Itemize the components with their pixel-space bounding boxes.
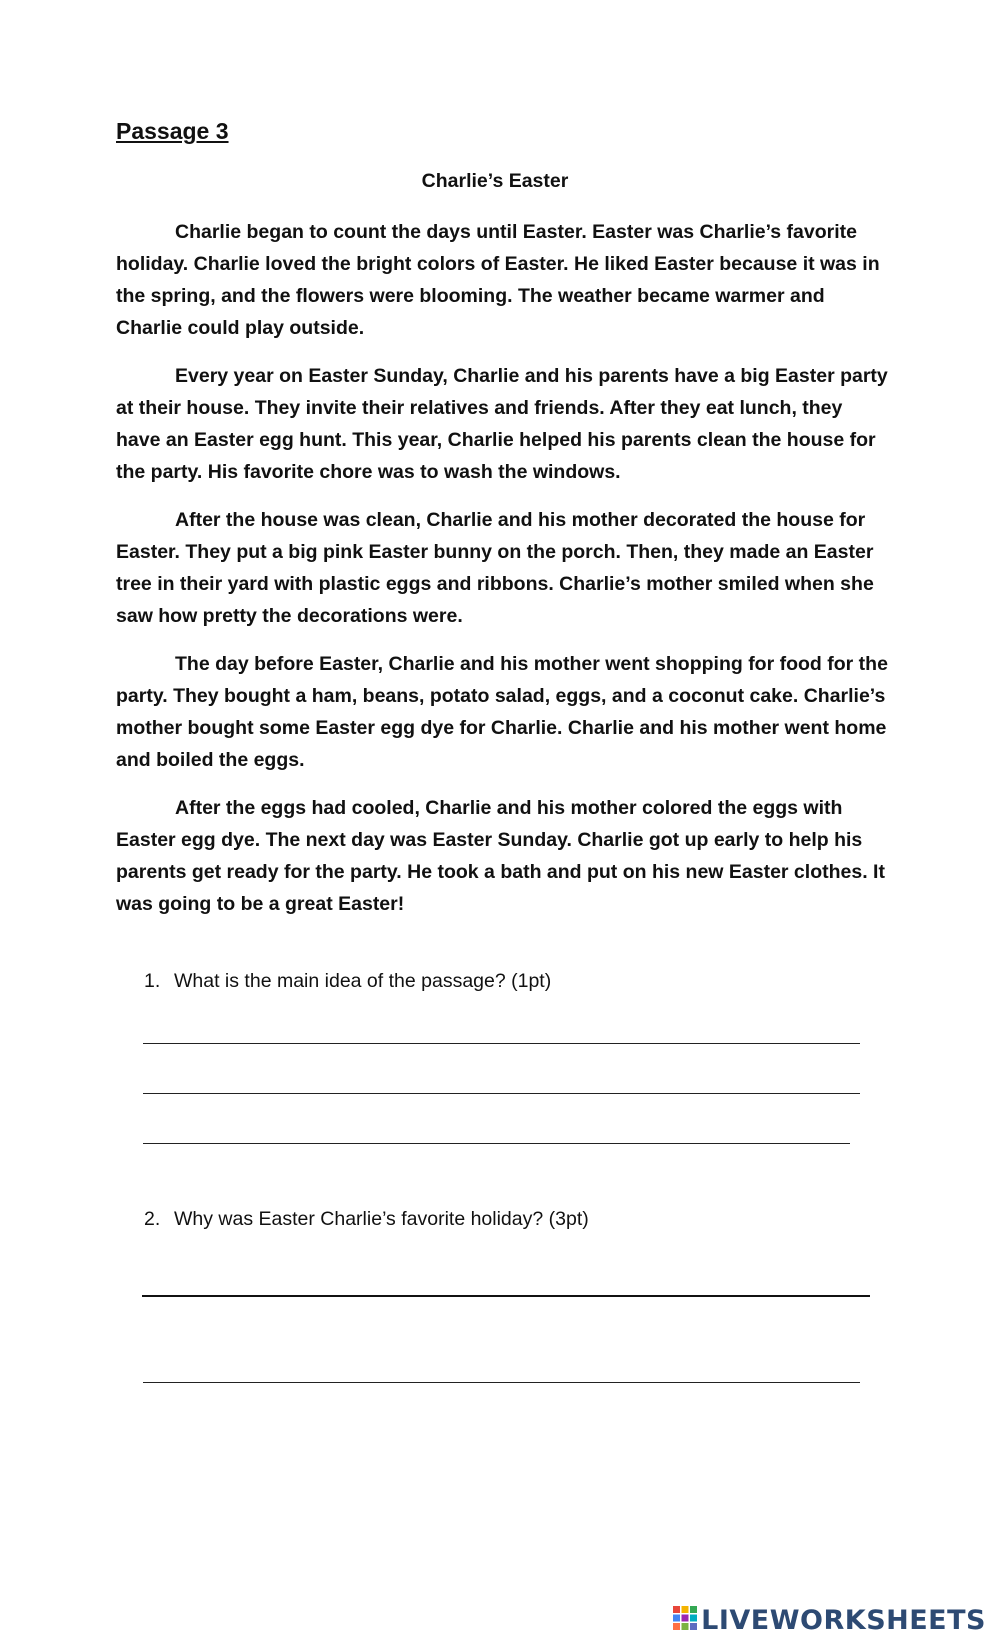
logo-text: LIVEWORKSHEETS xyxy=(701,1604,986,1636)
answer-line-1b[interactable] xyxy=(143,1093,860,1094)
story-paragraph: The day before Easter, Charlie and his mother went shopping for food for the party. They bought a ham, beans, potato salad, eggs, and a coconut cake. Charlie’s mother bought some Easter egg dye for Charlie. Charlie and his mother went home and boiled the eggs. xyxy=(116,653,888,771)
liveworksheets-logo xyxy=(672,1603,986,1637)
story-paragraph: Charlie began to count the days until Easter. Easter was Charlie’s favorite holiday. Charlie loved the bright colors of Easter. He liked Easter because it was in the spring, and the flowers were blooming. The weather became warmer and Charlie could play outside. xyxy=(116,221,880,339)
liveworksheets-logo-icon xyxy=(672,1605,698,1635)
question-1 xyxy=(144,970,551,993)
question-number: 2. xyxy=(144,1208,161,1230)
story-paragraph: Every year on Easter Sunday, Charlie and his parents have a big Easter party at their house. They invite their relatives and friends. After they eat lunch, they have an Easter egg hunt. This year, Charlie helped his parents clean the house for the party. His favorite chore was to wash the windows. xyxy=(116,365,888,483)
story-body xyxy=(116,216,891,936)
question-number: 1. xyxy=(144,970,161,992)
answer-line-1a[interactable] xyxy=(143,1043,860,1044)
story-paragraph: After the house was clean, Charlie and his mother decorated the house for Easter. They put a big pink Easter bunny on the porch. Then, they made an Easter tree in their yard with plastic eggs and ribbons. Charlie’s mother smiled when she saw how pretty the decorations were. xyxy=(116,509,874,627)
passage-label: Passage 3 xyxy=(116,118,229,144)
question-2 xyxy=(144,1208,589,1231)
question-text: Why was Easter Charlie’s favorite holiday? (3pt) xyxy=(174,1208,589,1230)
answer-line-2a[interactable] xyxy=(142,1295,870,1297)
answer-line-1c[interactable] xyxy=(143,1143,850,1144)
question-text: What is the main idea of the passage? (1pt) xyxy=(174,970,552,992)
answer-line-2b[interactable] xyxy=(143,1382,860,1383)
story-paragraph: After the eggs had cooled, Charlie and his mother colored the eggs with Easter egg dye. The next day was Easter Sunday. Charlie got up early to help his parents get ready for the party. He took a bath and put on his new Easter clothes. It was going to be a great Easter! xyxy=(116,797,885,915)
story-title: Charlie’s Easter xyxy=(421,170,569,192)
